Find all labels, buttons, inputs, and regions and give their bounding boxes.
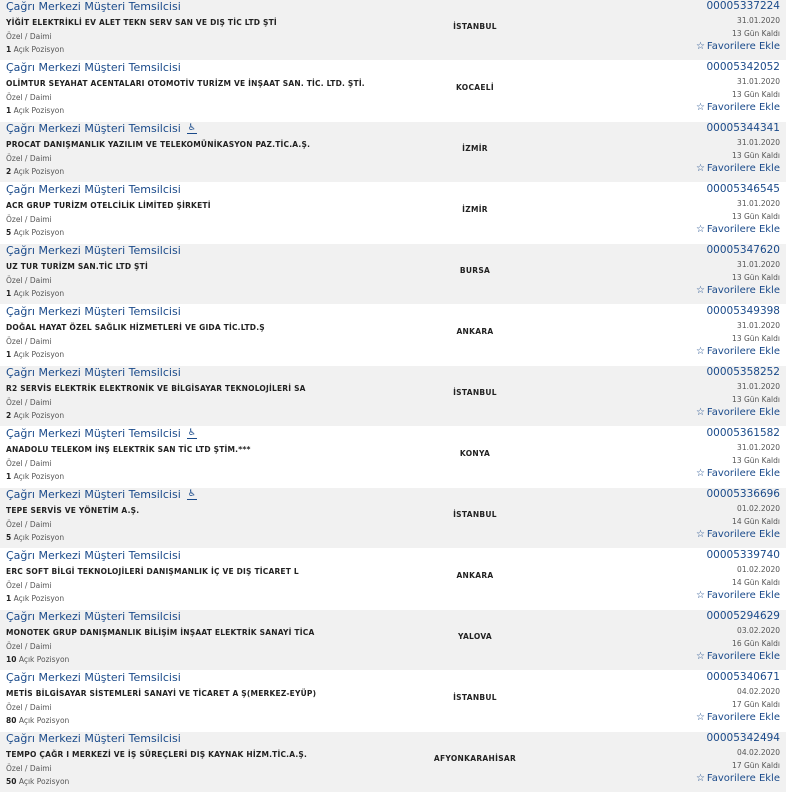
job-row <box>0 671 786 732</box>
job-title-link[interactable]: Çağrı Merkezi Müşteri Temsilcisi ♿ <box>6 488 196 501</box>
employment-type: Özel / Daimi <box>6 337 52 346</box>
open-positions: 2 Açık Pozisyon <box>6 167 65 176</box>
star-outline-icon: ☆ <box>695 468 705 479</box>
job-reference-link[interactable]: 00005347620 <box>706 244 780 256</box>
wheelchair-icon: ♿ <box>187 123 196 133</box>
job-row <box>0 610 786 671</box>
job-city: İSTANBUL <box>453 693 497 702</box>
open-positions: 1 Açık Pozisyon <box>6 594 65 603</box>
employment-type: Özel / Daimi <box>6 93 52 102</box>
job-reference-link[interactable]: 00005339740 <box>706 549 780 561</box>
job-title-link[interactable]: Çağrı Merkezi Müşteri Temsilcisi <box>6 61 181 74</box>
job-row <box>0 732 786 793</box>
open-positions: 50 Açık Pozisyon <box>6 777 70 786</box>
open-positions: 10 Açık Pozisyon <box>6 655 70 664</box>
days-left: 14 Gün Kaldı <box>732 517 780 526</box>
add-to-favorites-button[interactable]: ☆ Favorilere Ekle <box>695 41 780 52</box>
employment-type: Özel / Daimi <box>6 32 52 41</box>
wheelchair-icon: ♿ <box>187 428 196 438</box>
job-reference-link[interactable]: 00005342052 <box>706 61 780 73</box>
job-row <box>0 0 786 61</box>
open-positions: 1 Açık Pozisyon <box>6 289 65 298</box>
star-outline-icon: ☆ <box>695 651 705 662</box>
job-date: 31.01.2020 <box>737 382 780 391</box>
job-reference-link[interactable]: 00005342494 <box>706 732 780 744</box>
job-row <box>0 488 786 549</box>
open-positions: 80 Açık Pozisyon <box>6 716 70 725</box>
star-outline-icon: ☆ <box>695 41 705 52</box>
star-outline-icon: ☆ <box>695 346 705 357</box>
job-reference-link[interactable]: 00005337224 <box>706 0 780 12</box>
add-to-favorites-button[interactable]: ☆ Favorilere Ekle <box>695 163 780 174</box>
company-name: UZ TUR TURİZM SAN.TİC LTD ŞTİ <box>6 262 148 271</box>
company-name: TEMPO ÇAĞR I MERKEZİ VE İŞ SÜREÇLERİ DIŞ KAYNAK HİZM.TİC.A.Ş. <box>6 750 308 759</box>
job-title-link[interactable]: Çağrı Merkezi Müşteri Temsilcisi <box>6 305 181 318</box>
job-city: KONYA <box>459 449 491 458</box>
job-date: 03.02.2020 <box>737 626 780 635</box>
job-city: İZMİR <box>462 205 488 214</box>
job-title-link[interactable]: Çağrı Merkezi Müşteri Temsilcisi ♿ <box>6 122 196 135</box>
job-city: AFYONKARAHİSAR <box>433 754 517 763</box>
job-title-link[interactable]: Çağrı Merkezi Müşteri Temsilcisi ♿ <box>6 427 196 440</box>
job-title-link[interactable]: Çağrı Merkezi Müşteri Temsilcisi <box>6 366 181 379</box>
job-date: 31.01.2020 <box>737 138 780 147</box>
job-title-link[interactable]: Çağrı Merkezi Müşteri Temsilcisi <box>6 671 181 684</box>
job-date: 01.02.2020 <box>737 504 780 513</box>
add-to-favorites-button[interactable]: ☆ Favorilere Ekle <box>695 651 780 662</box>
add-to-favorites-button[interactable]: ☆ Favorilere Ekle <box>695 407 780 418</box>
job-date: 31.01.2020 <box>737 443 780 452</box>
job-title-link[interactable]: Çağrı Merkezi Müşteri Temsilcisi <box>6 183 181 196</box>
company-name: DOĞAL HAYAT ÖZEL SAĞLIK HİZMETLERİ VE GIDA TİC.LTD.Ş <box>6 323 265 332</box>
job-title-link[interactable]: Çağrı Merkezi Müşteri Temsilcisi <box>6 610 181 623</box>
star-outline-icon: ☆ <box>695 224 705 235</box>
company-name: R2 SERVİS ELEKTRİK ELEKTRONİK VE BİLGİSAYAR TEKNOLOJİLERİ SA <box>6 384 306 393</box>
open-positions: 1 Açık Pozisyon <box>6 45 65 54</box>
open-positions: 5 Açık Pozisyon <box>6 533 65 542</box>
job-row <box>0 61 786 122</box>
job-reference-link[interactable]: 00005344341 <box>706 122 780 134</box>
company-name: METİS BİLGİSAYAR SİSTEMLERİ SANAYİ VE TİCARET A Ş(MERKEZ-EYÜP) <box>6 689 317 698</box>
days-left: 14 Gün Kaldı <box>732 578 780 587</box>
open-positions: 5 Açık Pozisyon <box>6 228 65 237</box>
add-to-favorites-button[interactable]: ☆ Favorilere Ekle <box>695 590 780 601</box>
days-left: 13 Gün Kaldı <box>732 29 780 38</box>
job-city: İSTANBUL <box>453 22 497 31</box>
job-title-link[interactable]: Çağrı Merkezi Müşteri Temsilcisi <box>6 0 181 13</box>
job-city: YALOVA <box>457 632 493 641</box>
company-name: ACR GRUP TURİZM OTELCİLİK LİMİTED ŞİRKETİ <box>6 201 211 210</box>
job-reference-link[interactable]: 00005340671 <box>706 671 780 683</box>
job-row <box>0 427 786 488</box>
star-outline-icon: ☆ <box>695 590 705 601</box>
add-to-favorites-button[interactable]: ☆ Favorilere Ekle <box>695 712 780 723</box>
company-name: ANADOLU TELEKOM İNŞ ELEKTRİK SAN TİC LTD ŞTİM.*** <box>6 445 251 454</box>
star-outline-icon: ☆ <box>695 102 705 113</box>
job-row <box>0 244 786 305</box>
job-reference-link[interactable]: 00005336696 <box>706 488 780 500</box>
job-date: 04.02.2020 <box>737 687 780 696</box>
employment-type: Özel / Daimi <box>6 642 52 651</box>
company-name: TEPE SERVİS VE YÖNETİM A.Ş. <box>6 506 140 515</box>
add-to-favorites-button[interactable]: ☆ Favorilere Ekle <box>695 285 780 296</box>
days-left: 17 Gün Kaldı <box>732 761 780 770</box>
add-to-favorites-button[interactable]: ☆ Favorilere Ekle <box>695 468 780 479</box>
days-left: 13 Gün Kaldı <box>732 334 780 343</box>
job-reference-link[interactable]: 00005346545 <box>706 183 780 195</box>
star-outline-icon: ☆ <box>695 529 705 540</box>
employment-type: Özel / Daimi <box>6 398 52 407</box>
job-reference-link[interactable]: 00005349398 <box>706 305 780 317</box>
company-name: OLİMTUR SEYAHAT ACENTALARI OTOMOTİV TURİZM VE İNŞAAT SAN. TİC. LTD. ŞTİ. <box>6 79 365 88</box>
star-outline-icon: ☆ <box>695 712 705 723</box>
add-to-favorites-button[interactable]: ☆ Favorilere Ekle <box>695 773 780 784</box>
job-date: 31.01.2020 <box>737 260 780 269</box>
job-row <box>0 549 786 610</box>
open-positions: 1 Açık Pozisyon <box>6 106 65 115</box>
job-row <box>0 305 786 366</box>
star-outline-icon: ☆ <box>695 773 705 784</box>
job-city: KOCAELİ <box>456 83 494 92</box>
job-date: 31.01.2020 <box>737 199 780 208</box>
job-city: İZMİR <box>462 144 488 153</box>
star-outline-icon: ☆ <box>695 407 705 418</box>
employment-type: Özel / Daimi <box>6 459 52 468</box>
employment-type: Özel / Daimi <box>6 703 52 712</box>
open-positions: 2 Açık Pozisyon <box>6 411 65 420</box>
employment-type: Özel / Daimi <box>6 215 52 224</box>
job-date: 31.01.2020 <box>737 77 780 86</box>
job-row <box>0 366 786 427</box>
add-to-favorites-button[interactable]: ☆ Favorilere Ekle <box>695 102 780 113</box>
days-left: 13 Gün Kaldı <box>732 90 780 99</box>
job-city: BURSA <box>459 266 491 275</box>
days-left: 13 Gün Kaldı <box>732 212 780 221</box>
job-reference-link[interactable]: 00005294629 <box>706 610 780 622</box>
days-left: 13 Gün Kaldı <box>732 273 780 282</box>
add-to-favorites-button[interactable]: ☆ Favorilere Ekle <box>695 224 780 235</box>
job-date: 04.02.2020 <box>737 748 780 757</box>
days-left: 13 Gün Kaldı <box>732 456 780 465</box>
company-name: PROCAT DANIŞMANLIK YAZILIM VE TELEKOMÜNİKASYON PAZ.TİC.A.Ş. <box>6 140 311 149</box>
job-reference-link[interactable]: 00005361582 <box>706 427 780 439</box>
employment-type: Özel / Daimi <box>6 764 52 773</box>
job-city: İSTANBUL <box>453 388 497 397</box>
job-title-link[interactable]: Çağrı Merkezi Müşteri Temsilcisi <box>6 549 181 562</box>
job-row <box>0 183 786 244</box>
wheelchair-icon: ♿ <box>187 489 196 499</box>
open-positions: 1 Açık Pozisyon <box>6 472 65 481</box>
employment-type: Özel / Daimi <box>6 581 52 590</box>
employment-type: Özel / Daimi <box>6 154 52 163</box>
days-left: 16 Gün Kaldı <box>732 639 780 648</box>
company-name: MONOTEK GRUP DANIŞMANLIK BİLİŞİM İNŞAAT ELEKTRİK SANAYİ TİCA <box>6 628 315 637</box>
job-date: 31.01.2020 <box>737 16 780 25</box>
job-date: 01.02.2020 <box>737 565 780 574</box>
job-date: 31.01.2020 <box>737 321 780 330</box>
job-city: ANKARA <box>456 571 494 580</box>
company-name: YİĞİT ELEKTRİKLİ EV ALET TEKN SERV SAN VE DIŞ TİC LTD ŞTİ <box>6 18 277 27</box>
job-city: ANKARA <box>456 327 494 336</box>
add-to-favorites-button[interactable]: ☆ Favorilere Ekle <box>695 529 780 540</box>
add-to-favorites-button[interactable]: ☆ Favorilere Ekle <box>695 346 780 357</box>
job-title-link[interactable]: Çağrı Merkezi Müşteri Temsilcisi <box>6 244 181 257</box>
days-left: 13 Gün Kaldı <box>732 395 780 404</box>
days-left: 17 Gün Kaldı <box>732 700 780 709</box>
open-positions: 1 Açık Pozisyon <box>6 350 65 359</box>
job-reference-link[interactable]: 00005358252 <box>706 366 780 378</box>
employment-type: Özel / Daimi <box>6 520 52 529</box>
star-outline-icon: ☆ <box>695 285 705 296</box>
days-left: 13 Gün Kaldı <box>732 151 780 160</box>
employment-type: Özel / Daimi <box>6 276 52 285</box>
star-outline-icon: ☆ <box>695 163 705 174</box>
company-name: ERC SOFT BİLGİ TEKNOLOJİLERİ DANIŞMANLIK İÇ VE DIŞ TİCARET L <box>6 567 299 576</box>
job-row <box>0 122 786 183</box>
job-title-link[interactable]: Çağrı Merkezi Müşteri Temsilcisi <box>6 732 181 745</box>
job-city: İSTANBUL <box>453 510 497 519</box>
